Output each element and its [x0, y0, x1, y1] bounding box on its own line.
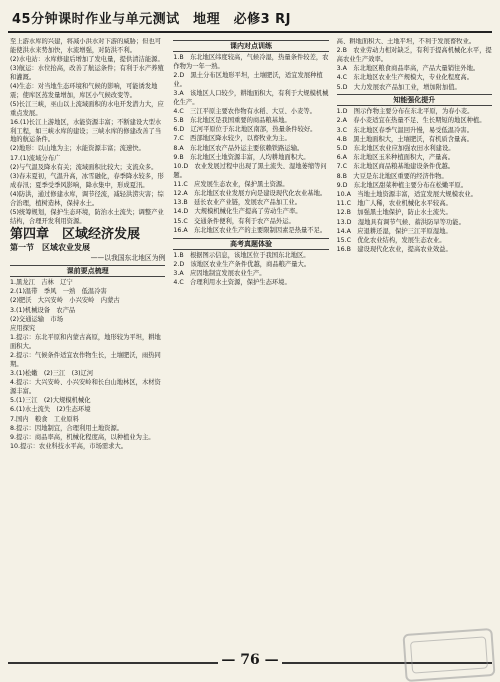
answer-paragraph: 6.(1)水土流失 (2)生态环境: [10, 406, 91, 414]
answer-paragraph: 11.C 应发展生态农业，保护黑土资源。: [173, 180, 289, 188]
answer-paragraph: 6.D 辽河平原位于东北地区南部，热量条件较好。: [173, 126, 317, 134]
answer-paragraph: 10.D 农业发展过程中出现了黑土流失、湿地萎缩等问题。: [173, 162, 327, 179]
answer-paragraph: 15.C 交通条件便利，有利于农产品外运。: [173, 217, 295, 225]
answer-paragraph: 3.(1)机械设备 农产品: [10, 306, 76, 314]
answer-paragraph: 1.提示：东北平原和内蒙古高原，地形较为平坦，耕地面积大。: [10, 334, 161, 350]
answer-paragraph: 16.A 东北地区农业生产的主要限制因素是热量不足。: [173, 226, 327, 234]
answer-paragraph: 1.B 东北地区纬度较高，气候冷湿，热量条件较差，农作物为一年一熟。: [173, 54, 329, 70]
answer-paragraph: 7.C 东北地区商品粮基地建设条件优越。: [336, 163, 455, 171]
answer-paragraph: 9.B 东北地区土地资源丰富，人均耕地面积大。: [173, 153, 310, 161]
answer-paragraph: 12.A 东北地区农业发展方向是建设现代化农业基地。: [173, 190, 327, 198]
answer-paragraph: 7.国内 粮食 工业原料: [10, 415, 79, 423]
answer-paragraph: (4)防洪，通过修建水库，调节径流，减轻洪涝灾害；综合治理，植树造林，保持水土。: [10, 190, 164, 207]
answer-paragraph: (2)肥沃 大兴安岭 小兴安岭 内蒙古: [10, 297, 120, 305]
answer-paragraph: 4.B 黑土地面积大，土壤肥沃，有机质含量高。: [336, 135, 473, 143]
answer-paragraph: 7.C 西部地区降水较少，以畜牧业为主。: [173, 135, 291, 143]
answer-paragraph: 5.B 东北地区是我国重要的商品粮基地。: [173, 116, 291, 124]
answer-paragraph: (3)航运：水位抬高，改善了航运条件；有利于水产养殖和灌溉。: [10, 65, 164, 81]
middle-column: [173, 38, 328, 646]
right-text-block-1: [337, 38, 492, 92]
answer-paragraph: 6.A 东北地区玉米种植面积大，产量高。: [336, 154, 455, 162]
mid-text-block-1: [173, 54, 328, 236]
band-heading-in-class: 课内对点训练: [173, 40, 328, 52]
header-rule: [8, 31, 492, 33]
answer-paragraph: 13.B 延长农业产业链，发展农产品加工业。: [173, 199, 302, 207]
answer-paragraph: 12.B 加强黑土地保护，防止水土流失。: [336, 209, 452, 217]
answer-paragraph: 16.(1)长江上游地区，水能资源丰富；不断建设大型水利工程，如三峡水库的建设；三峡水库的修建改善了当地的航运条件。: [10, 118, 162, 144]
watermark-box: [410, 636, 488, 673]
answer-paragraph: 8.提示：因地制宜，合理利用土地资源。: [10, 424, 124, 432]
answer-paragraph: (5)统筹规划，保护生态环境，防治水土流失；调整产业结构，合理开发利用资源。: [10, 208, 164, 225]
answer-paragraph: 4.C 三江平原主要农作物有水稻、大豆、小麦等。: [173, 107, 316, 115]
answer-paragraph: (3)春末夏初，气温升高，冰雪融化，春季降水较多，形成春汛；夏季受季风影响，降水集中，形成夏汛。: [10, 173, 164, 189]
answer-paragraph: 9.D 东北地区甜菜种植主要分布在松嫩平原。: [336, 181, 468, 189]
answer-paragraph: (2)水电站：水库修建后增加了发电量，提供清洁能源。: [10, 55, 164, 63]
chapter-title: 第四章 区域经济发展: [10, 227, 141, 243]
answer-paragraph: 5.D 大力发展农产品加工业，增加附加值。: [336, 83, 461, 91]
answer-paragraph: 9.提示：商品率高，机械化程度高，以种植业为主。: [10, 433, 155, 441]
answer-paragraph: 1.B 根据图示信息，该地区位于我国东北地区。: [173, 251, 310, 259]
answer-paragraph: 1.黑龙江 吉林 辽宁: [10, 278, 73, 286]
answer-paragraph: 3.A 应因地制宜发展农业生产。: [173, 269, 266, 277]
answer-paragraph: 应用探究: [10, 324, 36, 332]
content-columns: [10, 38, 492, 646]
answer-paragraph: 10.提示：农业科技水平高，市场需求大。: [10, 443, 128, 451]
answer-paragraph: 3.A 该地区人口较少，耕地面积大，有利于大规模机械化生产。: [173, 89, 329, 106]
answer-paragraph: 至上游水库的兴建，将减小洪水对下游的威胁；但也可能使洪水来势加快，水流增强，对防洪不利。: [10, 38, 162, 54]
answer-paragraph: 2.B 农业劳动力相对缺乏，有利于提高机械化水平，提高农业生产效率。: [336, 47, 492, 63]
right-text-block-2: [337, 108, 492, 255]
answer-paragraph: 17.(1)流域分布广: [10, 154, 61, 162]
answer-paragraph: (2)与气温及降水有关；流域面积比较大；支流众多。: [10, 163, 158, 171]
answer-paragraph: 2.A 春小麦适宜在热量不足、生长期短的地区种植。: [336, 117, 486, 125]
answer-paragraph: 3.A 东北地区粮食商品率高，产品大量销往外地。: [336, 65, 480, 73]
mid-text-block-2: [173, 252, 328, 288]
band-heading-enhance: 知能强化提升: [337, 94, 492, 106]
answer-paragraph: 16.B 建设现代化农业，提高农业效益。: [336, 246, 452, 254]
answer-paragraph: 高、耕地面积大、土地平坦，不利于发展畜牧业。: [336, 38, 476, 45]
answer-paragraph: 4.C 东北地区农业生产规模大，专业化程度高。: [336, 74, 473, 82]
answer-paragraph: 13.D 湿地具有调节气候、蓄洪防旱等功能。: [336, 218, 465, 226]
answer-paragraph: 8.B 大豆是东北地区重要的经济作物。: [336, 172, 448, 180]
answer-paragraph: 2.D 该地区农业生产条件优越，商品粮产量大。: [173, 260, 311, 268]
answer-paragraph: (2)交通运输 市场: [10, 315, 63, 323]
section-title: 第一节 区域农业发展: [10, 243, 90, 253]
answer-paragraph: 5.(1)三江 (2)大规模机械化: [10, 397, 91, 405]
answer-paragraph: 2.D 黑土分布区地形平坦，土壤肥沃，适宜发展种植业。: [173, 71, 323, 88]
answer-paragraph: 11.C 地广人稀，农业机械化水平较高。: [336, 200, 452, 208]
page-header: [0, 0, 500, 34]
band-heading-gaokao: 高考真题体验: [173, 238, 328, 250]
answer-paragraph: 4.提示：大兴安岭、小兴安岭和长白山地林区，木材资源丰富。: [10, 379, 161, 395]
answer-paragraph: 2.(1)温带 季风 一熟 低温冷害: [10, 288, 107, 296]
answer-paragraph: 15.C 优化农业结构，发展生态农业。: [336, 237, 446, 245]
band-heading-pre-class: 课前要点梳理: [10, 265, 165, 277]
section-subtitle: ——以我国东北地区为例: [90, 254, 166, 263]
answer-paragraph: 2.提示：气候条件适宜农作物生长，土壤肥沃，雨热同期。: [10, 352, 161, 368]
right-column: [337, 38, 492, 646]
page-number: — 76 —: [221, 652, 279, 668]
left-text-block-2: [10, 279, 165, 452]
answer-paragraph: 3.(1)松嫩 (2)三江 (3)辽河: [10, 370, 94, 377]
answer-paragraph: (2)地形：以山地为主；水能资源丰富；流速快。: [10, 145, 145, 153]
answer-paragraph: 3.C 东北地区春季气温回升慢，易受低温冷害。: [336, 126, 473, 134]
header-title: 45分钟课时作业与单元测试 地理 必修3 RJ: [12, 11, 292, 27]
answer-paragraph: 8.A 东北地区农产品外运主要依赖铁路运输。: [173, 144, 304, 152]
watermark-stamp: [402, 628, 495, 682]
left-column: [10, 38, 165, 646]
answer-paragraph: 14.A 应退耕还湿，保护三江平原湿地。: [336, 227, 452, 235]
answer-paragraph: 1.D 图示作物主要分布在东北平原，为春小麦。: [336, 108, 474, 116]
answer-paragraph: 14.D 大规模机械化生产提高了劳动生产率。: [173, 208, 302, 216]
answer-paragraph: 10.A 当地土地资源丰富，适宜发展大规模农业。: [336, 191, 477, 199]
answer-paragraph: 4.C 合理利用水土资源，保护生态环境。: [173, 279, 291, 287]
answer-paragraph: 5.D 东北地区农业应加强农田水利建设。: [336, 145, 455, 153]
answer-paragraph: (5)长江三峡，巫山以上流域面积的水电开发潜力大，应重点发展。: [10, 100, 164, 117]
answer-paragraph: (4)生态：对当地生态环境和气候的影响，可能诱发地震；使库区蒸发量增加，库区小气候改变等。: [10, 83, 158, 99]
left-text-block-1: [10, 38, 165, 226]
